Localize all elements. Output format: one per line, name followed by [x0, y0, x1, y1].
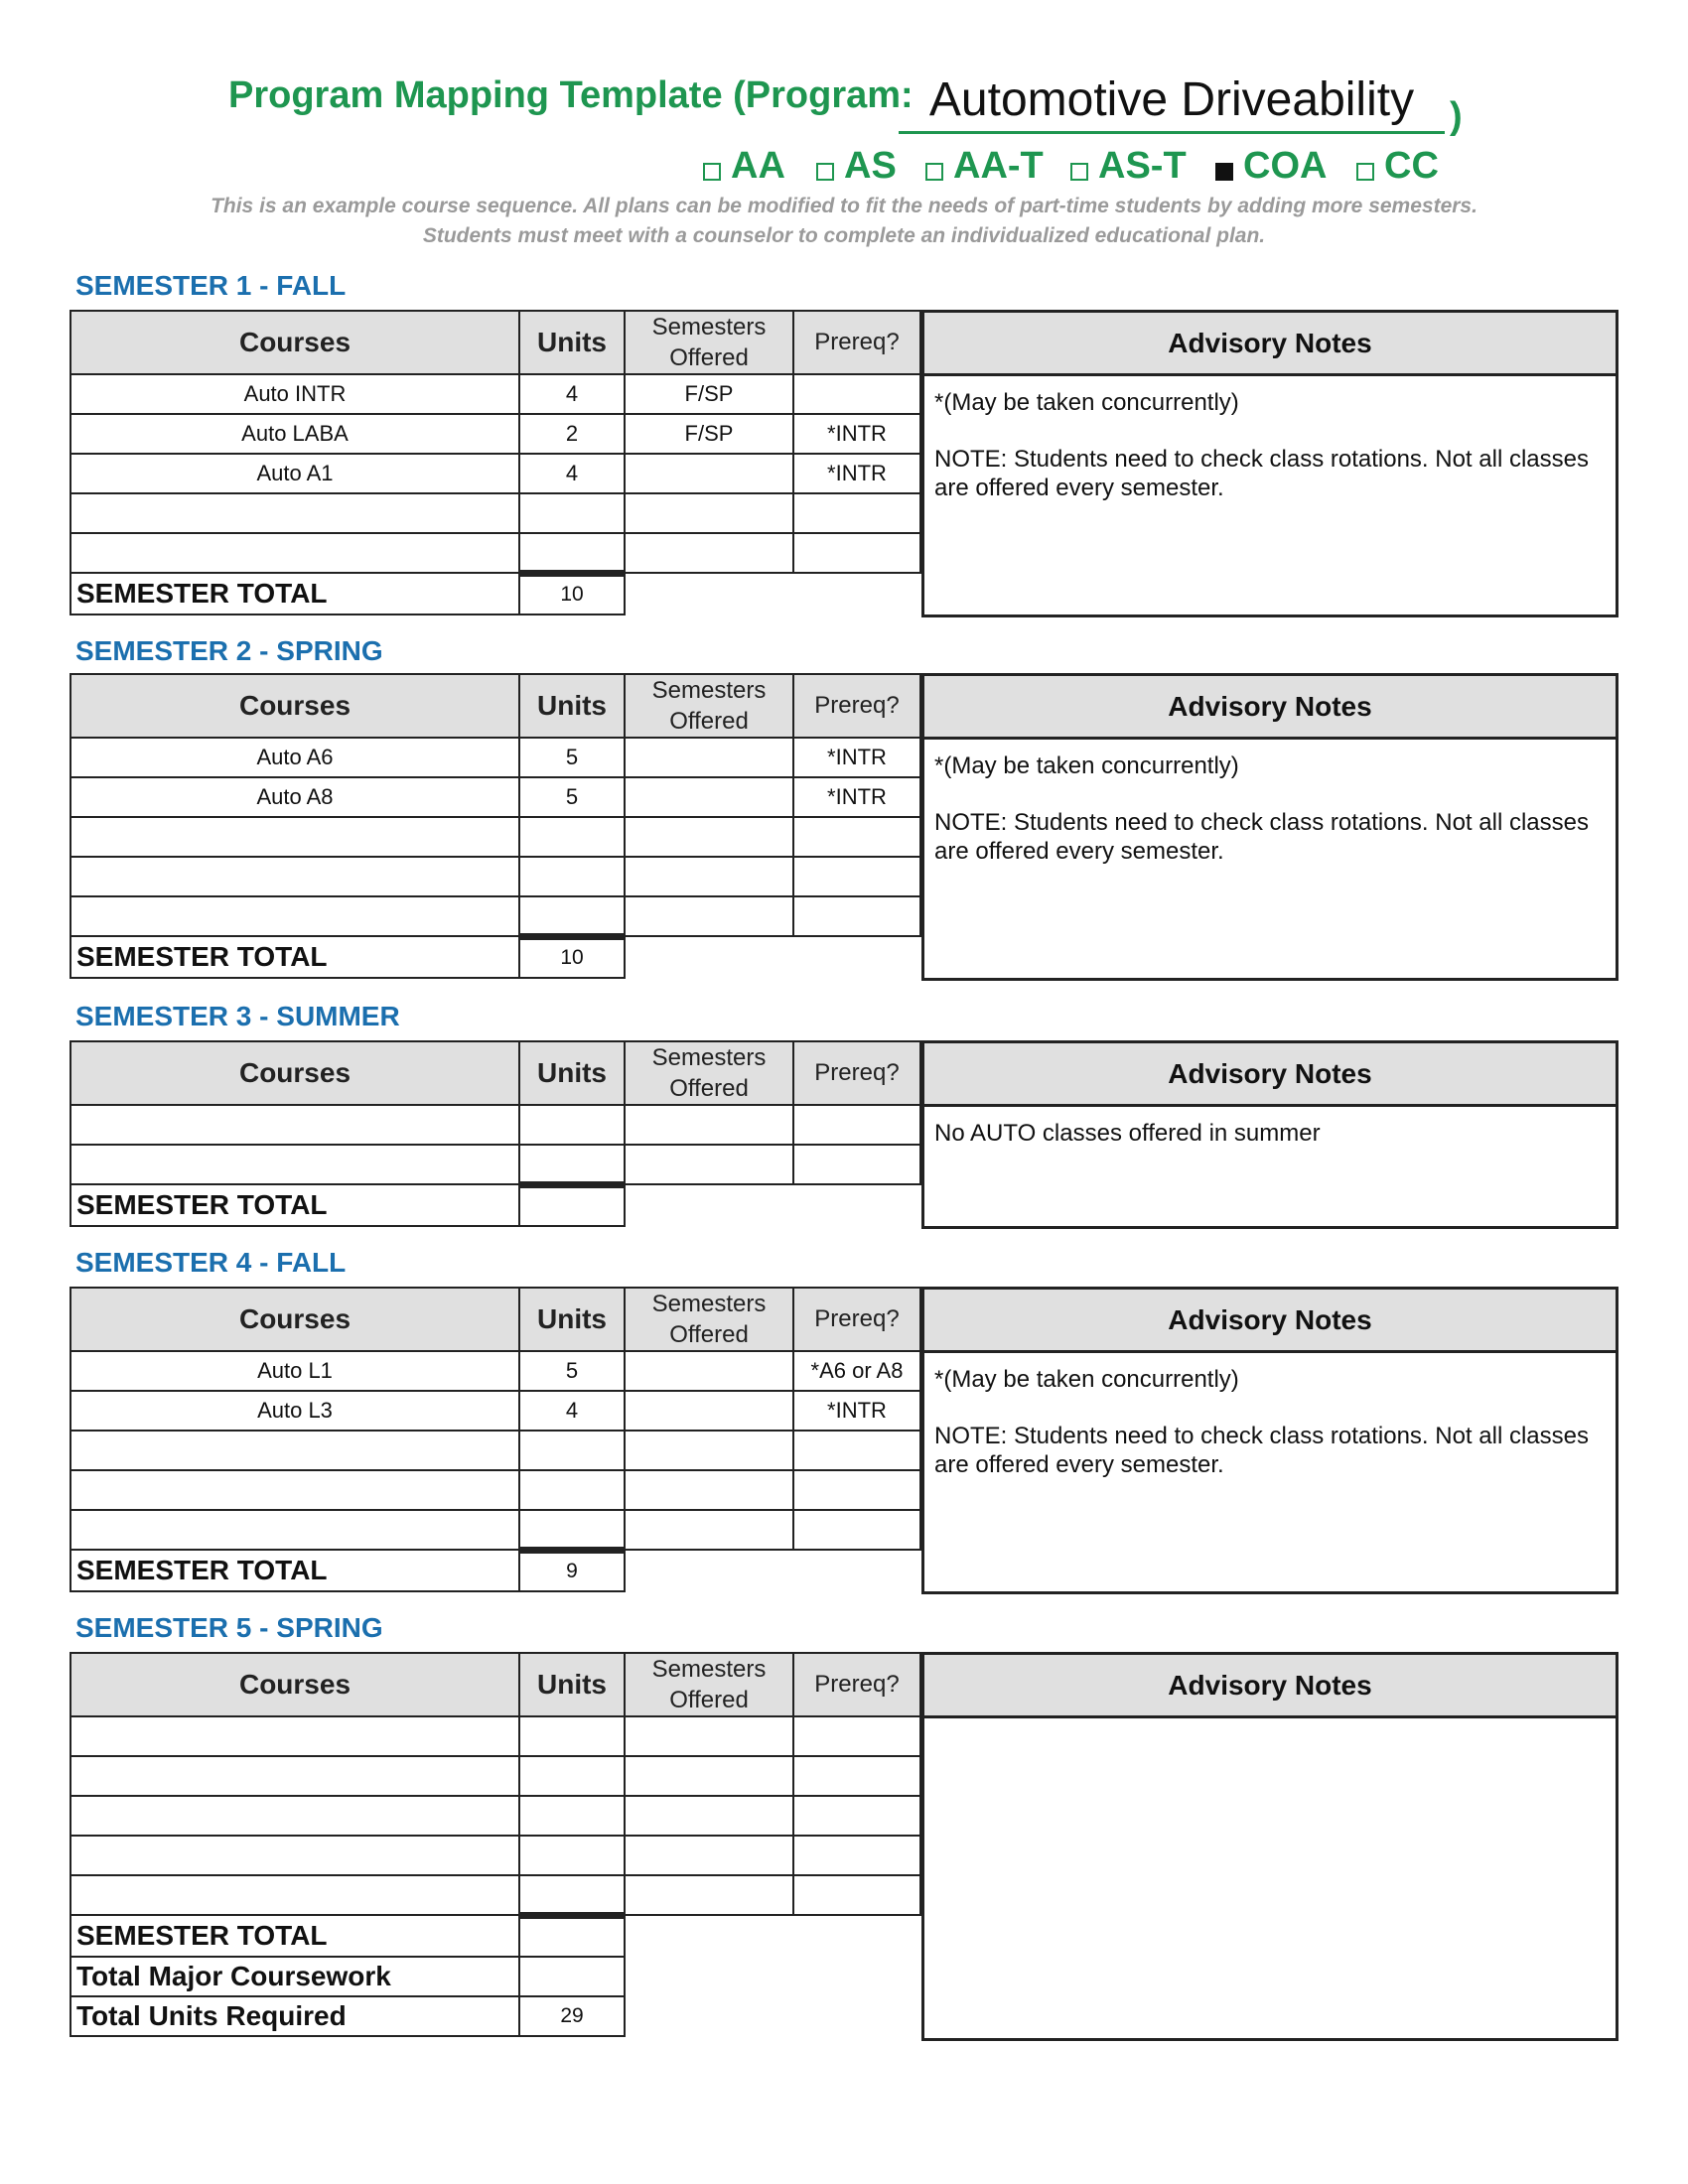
course-cell[interactable]	[70, 1431, 519, 1470]
semester-total-label: SEMESTER TOTAL	[70, 1915, 519, 1957]
course-cell[interactable]: Auto A6	[70, 738, 519, 777]
table-row	[70, 533, 920, 573]
degree-option-coa[interactable]	[1215, 145, 1327, 188]
empty-cell	[793, 936, 920, 978]
prereq-header: Prereq?	[793, 674, 920, 738]
offered-cell[interactable]	[625, 896, 793, 936]
course-cell[interactable]	[70, 533, 519, 573]
table-row	[70, 1716, 920, 1756]
offered-cell[interactable]	[625, 1145, 793, 1184]
course-cell[interactable]: Auto INTR	[70, 374, 519, 414]
advisory-note: *(May be taken concurrently)	[934, 1366, 1239, 1393]
table-row	[70, 738, 920, 777]
semesters-offered-label-2: Offered	[669, 1321, 749, 1348]
checkbox-icon[interactable]	[703, 163, 721, 181]
course-cell[interactable]: Auto L1	[70, 1351, 519, 1391]
total-major-label: Total Major Coursework	[70, 1957, 519, 1996]
units-cell[interactable]: 5	[519, 1351, 625, 1391]
semester-course-table	[70, 1652, 921, 2037]
units-cell[interactable]	[519, 1105, 625, 1145]
course-cell[interactable]	[70, 857, 519, 896]
semester-title: SEMESTER 1 - FALL	[75, 270, 347, 301]
table-row	[70, 454, 920, 493]
degree-label: CC	[1384, 145, 1439, 187]
semester-total-row	[70, 573, 920, 614]
semester-total-label: SEMESTER TOTAL	[70, 1184, 519, 1226]
semester-course-table	[70, 1040, 921, 1227]
prereq-cell[interactable]: *INTR	[793, 1391, 920, 1431]
offered-cell[interactable]	[625, 533, 793, 573]
degree-option-as-t[interactable]	[1070, 145, 1187, 188]
page-title: Program Mapping Template (Program:	[228, 74, 914, 116]
empty-cell	[625, 573, 793, 614]
empty-cell	[793, 1915, 920, 1957]
prereq-cell[interactable]	[793, 857, 920, 896]
degree-label: AS	[844, 145, 897, 187]
course-cell[interactable]	[70, 896, 519, 936]
course-cell[interactable]: Auto LABA	[70, 414, 519, 454]
units-cell[interactable]	[519, 1836, 625, 1875]
offered-cell[interactable]	[625, 1756, 793, 1796]
semester-total-units[interactable]: 9	[519, 1550, 625, 1591]
advisory-notes-text[interactable]	[924, 376, 1616, 502]
semesters-offered-label-2: Offered	[669, 1075, 749, 1102]
prereq-cell[interactable]	[793, 896, 920, 936]
degree-label: COA	[1243, 145, 1328, 187]
courses-header: Courses	[70, 674, 519, 738]
advisory-notes-box	[921, 1652, 1618, 2041]
courses-header: Courses	[70, 1288, 519, 1351]
units-header: Units	[519, 1288, 625, 1351]
units-header: Units	[519, 674, 625, 738]
degree-label: AA	[731, 145, 785, 187]
prereq-cell[interactable]	[793, 1145, 920, 1184]
empty-cell	[625, 1996, 793, 2036]
course-cell[interactable]	[70, 1756, 519, 1796]
course-cell[interactable]	[70, 1470, 519, 1510]
course-cell[interactable]	[70, 1145, 519, 1184]
course-cell[interactable]	[70, 1836, 519, 1875]
table-row	[70, 777, 920, 817]
offered-cell[interactable]	[625, 1105, 793, 1145]
degree-option-as[interactable]	[816, 145, 897, 188]
prereq-cell[interactable]	[793, 533, 920, 573]
courses-header: Courses	[70, 1041, 519, 1105]
semester-title: SEMESTER 5 - SPRING	[75, 1612, 383, 1643]
prereq-cell[interactable]	[793, 1836, 920, 1875]
semesters-offered-header	[625, 674, 793, 738]
advisory-notes-text[interactable]	[924, 1718, 1616, 1730]
prereq-header: Prereq?	[793, 1653, 920, 1716]
offered-cell[interactable]: F/SP	[625, 414, 793, 454]
units-cell[interactable]: 4	[519, 374, 625, 414]
units-cell[interactable]	[519, 1470, 625, 1510]
advisory-notes-box	[921, 1040, 1618, 1229]
empty-cell	[625, 936, 793, 978]
table-row	[70, 1431, 920, 1470]
semester-total-units[interactable]: 10	[519, 936, 625, 978]
offered-cell[interactable]: F/SP	[625, 374, 793, 414]
semesters-offered-label-2: Offered	[669, 1687, 749, 1713]
advisory-notes-box	[921, 673, 1618, 981]
semesters-offered-label-1: Semesters	[651, 677, 767, 704]
semester-total-units[interactable]: 10	[519, 573, 625, 614]
table-row	[70, 1351, 920, 1391]
offered-cell[interactable]	[625, 1510, 793, 1550]
semesters-offered-label-1: Semesters	[651, 314, 767, 341]
empty-cell	[625, 1550, 793, 1591]
semester-total-label: SEMESTER TOTAL	[70, 573, 519, 614]
courses-header: Courses	[70, 1653, 519, 1716]
semester-title: SEMESTER 2 - SPRING	[75, 635, 383, 666]
offered-cell[interactable]	[625, 738, 793, 777]
total-units-required-row	[70, 1996, 920, 2036]
semester-total-units[interactable]	[519, 1184, 625, 1226]
prereq-cell[interactable]	[793, 1796, 920, 1836]
semester-total-row	[70, 1550, 920, 1591]
prereq-cell[interactable]: *INTR	[793, 777, 920, 817]
offered-cell[interactable]	[625, 1716, 793, 1756]
prereq-cell[interactable]: *A6 or A8	[793, 1351, 920, 1391]
page-header	[0, 0, 1688, 258]
offered-cell[interactable]	[625, 857, 793, 896]
table-row	[70, 1391, 920, 1431]
prereq-cell[interactable]	[793, 1875, 920, 1915]
semester-course-table	[70, 1287, 921, 1592]
semester-total-units[interactable]	[519, 1915, 625, 1957]
semesters-offered-label-2: Offered	[669, 344, 749, 371]
units-cell[interactable]	[519, 1716, 625, 1756]
empty-cell	[793, 1957, 920, 1996]
course-cell[interactable]	[70, 1510, 519, 1550]
empty-cell	[793, 1550, 920, 1591]
table-row	[70, 414, 920, 454]
advisory-notes-header: Advisory Notes	[924, 313, 1616, 376]
semesters-offered-label-1: Semesters	[651, 1291, 767, 1317]
units-cell[interactable]	[519, 493, 625, 533]
advisory-note: NOTE: Students need to check class rotations. Not all classes are offered every semester.	[934, 809, 1589, 865]
empty-cell	[793, 1996, 920, 2036]
units-cell[interactable]	[519, 1510, 625, 1550]
course-cell[interactable]: Auto A8	[70, 777, 519, 817]
units-header: Units	[519, 1041, 625, 1105]
units-cell[interactable]	[519, 1431, 625, 1470]
units-cell[interactable]: 2	[519, 414, 625, 454]
units-cell[interactable]: 4	[519, 1391, 625, 1431]
offered-cell[interactable]	[625, 1875, 793, 1915]
units-cell[interactable]	[519, 1796, 625, 1836]
units-cell[interactable]	[519, 533, 625, 573]
prereq-header: Prereq?	[793, 1041, 920, 1105]
table-row	[70, 1105, 920, 1145]
units-cell[interactable]: 5	[519, 738, 625, 777]
table-row	[70, 1510, 920, 1550]
prereq-cell[interactable]	[793, 374, 920, 414]
prereq-cell[interactable]	[793, 1431, 920, 1470]
table-row	[70, 1875, 920, 1915]
semester-title: SEMESTER 4 - FALL	[75, 1247, 347, 1278]
offered-cell[interactable]	[625, 1796, 793, 1836]
checkbox-icon[interactable]	[816, 163, 834, 181]
semester-total-row	[70, 1184, 920, 1226]
units-cell[interactable]	[519, 817, 625, 857]
course-cell[interactable]	[70, 1105, 519, 1145]
course-cell[interactable]	[70, 1875, 519, 1915]
semesters-offered-header	[625, 1653, 793, 1716]
units-cell[interactable]	[519, 857, 625, 896]
table-row	[70, 493, 920, 533]
advisory-note: NOTE: Students need to check class rotations. Not all classes are offered every semester.	[934, 446, 1589, 501]
course-cell[interactable]	[70, 1716, 519, 1756]
degree-option-aa-t[interactable]	[925, 145, 1044, 188]
units-cell[interactable]: 4	[519, 454, 625, 493]
semesters-offered-label-1: Semesters	[651, 1656, 767, 1683]
table-row	[70, 896, 920, 936]
prereq-header: Prereq?	[793, 311, 920, 374]
semester-total-row	[70, 936, 920, 978]
offered-cell[interactable]	[625, 1431, 793, 1470]
units-header: Units	[519, 1653, 625, 1716]
course-cell[interactable]: Auto A1	[70, 454, 519, 493]
prereq-cell[interactable]	[793, 817, 920, 857]
course-cell[interactable]	[70, 1796, 519, 1836]
prereq-cell[interactable]: *INTR	[793, 738, 920, 777]
offered-cell[interactable]	[625, 1391, 793, 1431]
degree-label: AS-T	[1098, 145, 1187, 187]
checkbox-icon[interactable]	[1356, 163, 1374, 181]
degree-option-cc[interactable]	[1356, 145, 1439, 188]
advisory-notes-text[interactable]	[924, 740, 1616, 866]
prereq-header: Prereq?	[793, 1288, 920, 1351]
advisory-note: NOTE: Students need to check class rotations. Not all classes are offered every semester.	[934, 1423, 1589, 1478]
table-row	[70, 857, 920, 896]
empty-cell	[793, 1184, 920, 1226]
course-cell[interactable]	[70, 817, 519, 857]
empty-cell	[625, 1957, 793, 1996]
prereq-cell[interactable]	[793, 1510, 920, 1550]
program-name-field[interactable]: Automotive Driveability	[899, 69, 1445, 134]
degree-option-aa[interactable]	[703, 145, 785, 188]
prereq-cell[interactable]	[793, 1105, 920, 1145]
advisory-notes-header: Advisory Notes	[924, 1043, 1616, 1107]
prereq-cell[interactable]	[793, 1470, 920, 1510]
units-cell[interactable]	[519, 1756, 625, 1796]
courses-header: Courses	[70, 311, 519, 374]
degree-type-options	[0, 145, 1688, 191]
table-row	[70, 374, 920, 414]
semesters-offered-header	[625, 1041, 793, 1105]
total-major-units[interactable]	[519, 1957, 625, 1996]
offered-cell[interactable]	[625, 777, 793, 817]
checkbox-icon[interactable]	[925, 163, 943, 181]
advisory-notes-header: Advisory Notes	[924, 1290, 1616, 1353]
semester-total-label: SEMESTER TOTAL	[70, 1550, 519, 1591]
semesters-offered-label-1: Semesters	[651, 1044, 767, 1071]
advisory-note: No AUTO classes offered in summer	[934, 1120, 1321, 1147]
units-cell[interactable]	[519, 1145, 625, 1184]
table-row	[70, 1470, 920, 1510]
checked-checkbox-icon[interactable]	[1215, 163, 1233, 181]
semester-course-table	[70, 310, 921, 615]
advisory-note: *(May be taken concurrently)	[934, 389, 1239, 416]
advisory-notes-text[interactable]	[924, 1353, 1616, 1479]
table-row	[70, 1145, 920, 1184]
disclaimer-line-1: This is an example course sequence. All plans can be modified to fit the needs of part-time students by adding more semesters.	[211, 195, 1477, 217]
course-cell[interactable]: Auto L3	[70, 1391, 519, 1431]
empty-cell	[793, 573, 920, 614]
empty-cell	[625, 1915, 793, 1957]
offered-cell[interactable]	[625, 493, 793, 533]
offered-cell[interactable]	[625, 1836, 793, 1875]
table-row	[70, 1796, 920, 1836]
total-units-required-value[interactable]: 29	[519, 1996, 625, 2036]
advisory-notes-text[interactable]	[924, 1107, 1616, 1148]
prereq-cell[interactable]: *INTR	[793, 454, 920, 493]
total-major-row	[70, 1957, 920, 1996]
units-cell[interactable]	[519, 1875, 625, 1915]
semester-title: SEMESTER 3 - SUMMER	[75, 1001, 400, 1031]
advisory-notes-header: Advisory Notes	[924, 1655, 1616, 1718]
semesters-offered-header	[625, 1288, 793, 1351]
empty-cell	[625, 1184, 793, 1226]
units-header: Units	[519, 311, 625, 374]
checkbox-icon[interactable]	[1070, 163, 1088, 181]
semester-total-row	[70, 1915, 920, 1957]
total-units-required-label: Total Units Required	[70, 1996, 519, 2036]
semesters-offered-label-2: Offered	[669, 708, 749, 735]
table-row	[70, 817, 920, 857]
prereq-cell[interactable]	[793, 1756, 920, 1796]
advisory-notes-box	[921, 1287, 1618, 1594]
degree-label: AA-T	[953, 145, 1044, 187]
semester-total-label: SEMESTER TOTAL	[70, 936, 519, 978]
prereq-cell[interactable]	[793, 1716, 920, 1756]
disclaimer-line-2: Students must meet with a counselor to complete an individualized educational plan.	[422, 224, 1266, 247]
prereq-cell[interactable]	[793, 493, 920, 533]
prereq-cell[interactable]: *INTR	[793, 414, 920, 454]
offered-cell[interactable]	[625, 454, 793, 493]
advisory-notes-header: Advisory Notes	[924, 676, 1616, 740]
course-cell[interactable]	[70, 493, 519, 533]
title-close-paren: )	[1450, 95, 1463, 137]
offered-cell[interactable]	[625, 1351, 793, 1391]
advisory-notes-box	[921, 310, 1618, 617]
units-cell[interactable]: 5	[519, 777, 625, 817]
table-row	[70, 1836, 920, 1875]
advisory-note: *(May be taken concurrently)	[934, 752, 1239, 779]
table-row	[70, 1756, 920, 1796]
offered-cell[interactable]	[625, 817, 793, 857]
semester-course-table	[70, 673, 921, 979]
units-cell[interactable]	[519, 896, 625, 936]
semesters-offered-header	[625, 311, 793, 374]
offered-cell[interactable]	[625, 1470, 793, 1510]
